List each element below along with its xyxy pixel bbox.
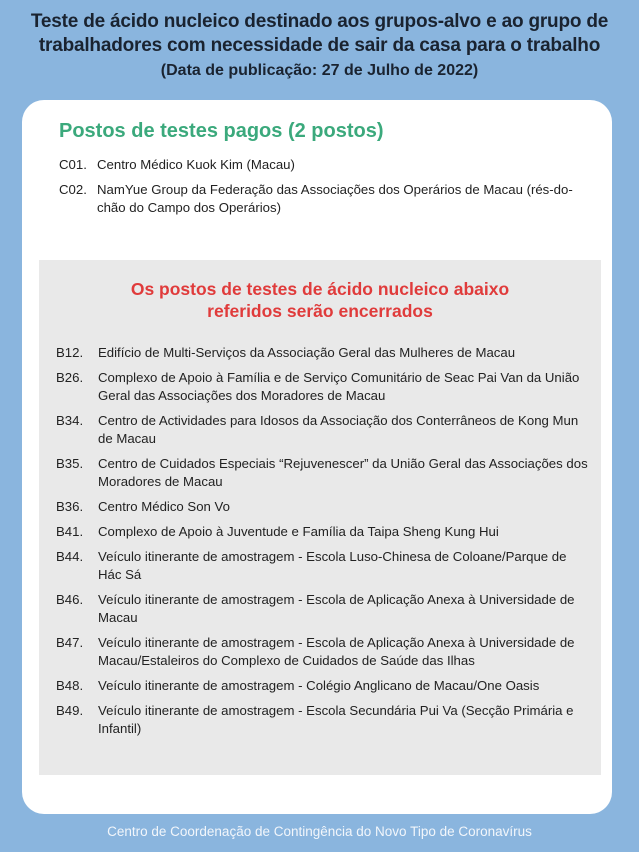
station-name: Complexo de Apoio à Juventude e Família da Taipa Sheng Kung Hui [98,524,499,539]
closed-stations-title [39,278,601,322]
list-item [56,412,591,448]
station-code: B48. [56,678,84,693]
content-card [22,100,612,814]
station-code: B46. [56,592,84,607]
station-code: B47. [56,635,84,650]
paid-stations-title: Postos de testes pagos (2 postos) [59,120,384,142]
station-name: Centro de Actividades para Idosos da Associação dos Conterrâneos de Kong Mun de Macau [98,413,579,446]
station-code: B49. [56,703,84,718]
closed-stations-panel [39,260,601,775]
list-item [56,455,591,491]
list-item [56,548,591,584]
station-code: B35. [56,456,84,471]
station-code: B26. [56,370,84,385]
station-name: Edifício de Multi-Serviços da Associação Geral das Mulheres de Macau [98,345,516,360]
list-item [56,369,591,405]
station-name: Veículo itinerante de amostragem - Escola de Aplicação Anexa à Universidade de Macau [98,592,575,625]
station-code: B12. [56,345,84,360]
station-code: C02. [59,182,87,197]
station-name: Centro de Cuidados Especiais “Rejuvenescer” da União Geral das Associações dos Moradores de Macau [98,456,588,489]
list-item [59,181,599,217]
station-name: Complexo de Apoio à Família e de Serviço Comunitário de Seac Pai Van da União Geral das Associações dos Moradores de Macau [98,370,580,403]
publication-date: (Data de publicação: 27 de Julho de 2022) [160,62,479,79]
station-name: Veículo itinerante de amostragem - Escola de Aplicação Anexa à Universidade de Macau/Estaleiros do Complexo de Cuidados de Saúde das Ilhas [98,635,575,668]
closed-stations-list [56,344,591,745]
station-name: Centro Médico Kuok Kim (Macau) [97,157,295,172]
station-code: B41. [56,524,84,539]
station-name: Veículo itinerante de amostragem - Colégio Anglicano de Macau/One Oasis [98,678,540,693]
station-code: B34. [56,413,84,428]
list-item [56,702,591,738]
footer-organization: Centro de Coordenação de Contingência do Novo Tipo de Coronavírus [107,824,532,839]
list-item [56,591,591,627]
title-line-2: trabalhadores com necessidade de sair da casa para o trabalho [38,35,601,56]
list-item [59,156,599,174]
station-name: Centro Médico Son Vo [98,499,230,514]
station-name: Veículo itinerante de amostragem - Escola Luso-Chinesa de Coloane/Parque de Hác Sá [98,549,567,582]
paid-stations-list [59,156,599,224]
closed-title-line-2: referidos serão encerrados [207,301,433,321]
list-item [56,498,591,516]
list-item [56,344,591,362]
list-item [56,634,591,670]
station-name: NamYue Group da Federação das Associações dos Operários de Macau (rés-do-chão do Campo dos Operários) [97,182,573,215]
title-line-1: Teste de ácido nucleico destinado aos grupos-alvo e ao grupo de [30,11,609,32]
closed-title-line-1: Os postos de testes de ácido nucleico abaixo [130,279,510,299]
station-name: Veículo itinerante de amostragem - Escola Secundária Pui Va (Secção Primária e Infantil) [98,703,574,736]
station-code: B44. [56,549,84,564]
list-item [56,677,591,695]
station-code: C01. [59,157,87,172]
header [0,10,639,83]
station-code: B36. [56,499,84,514]
list-item [56,523,591,541]
